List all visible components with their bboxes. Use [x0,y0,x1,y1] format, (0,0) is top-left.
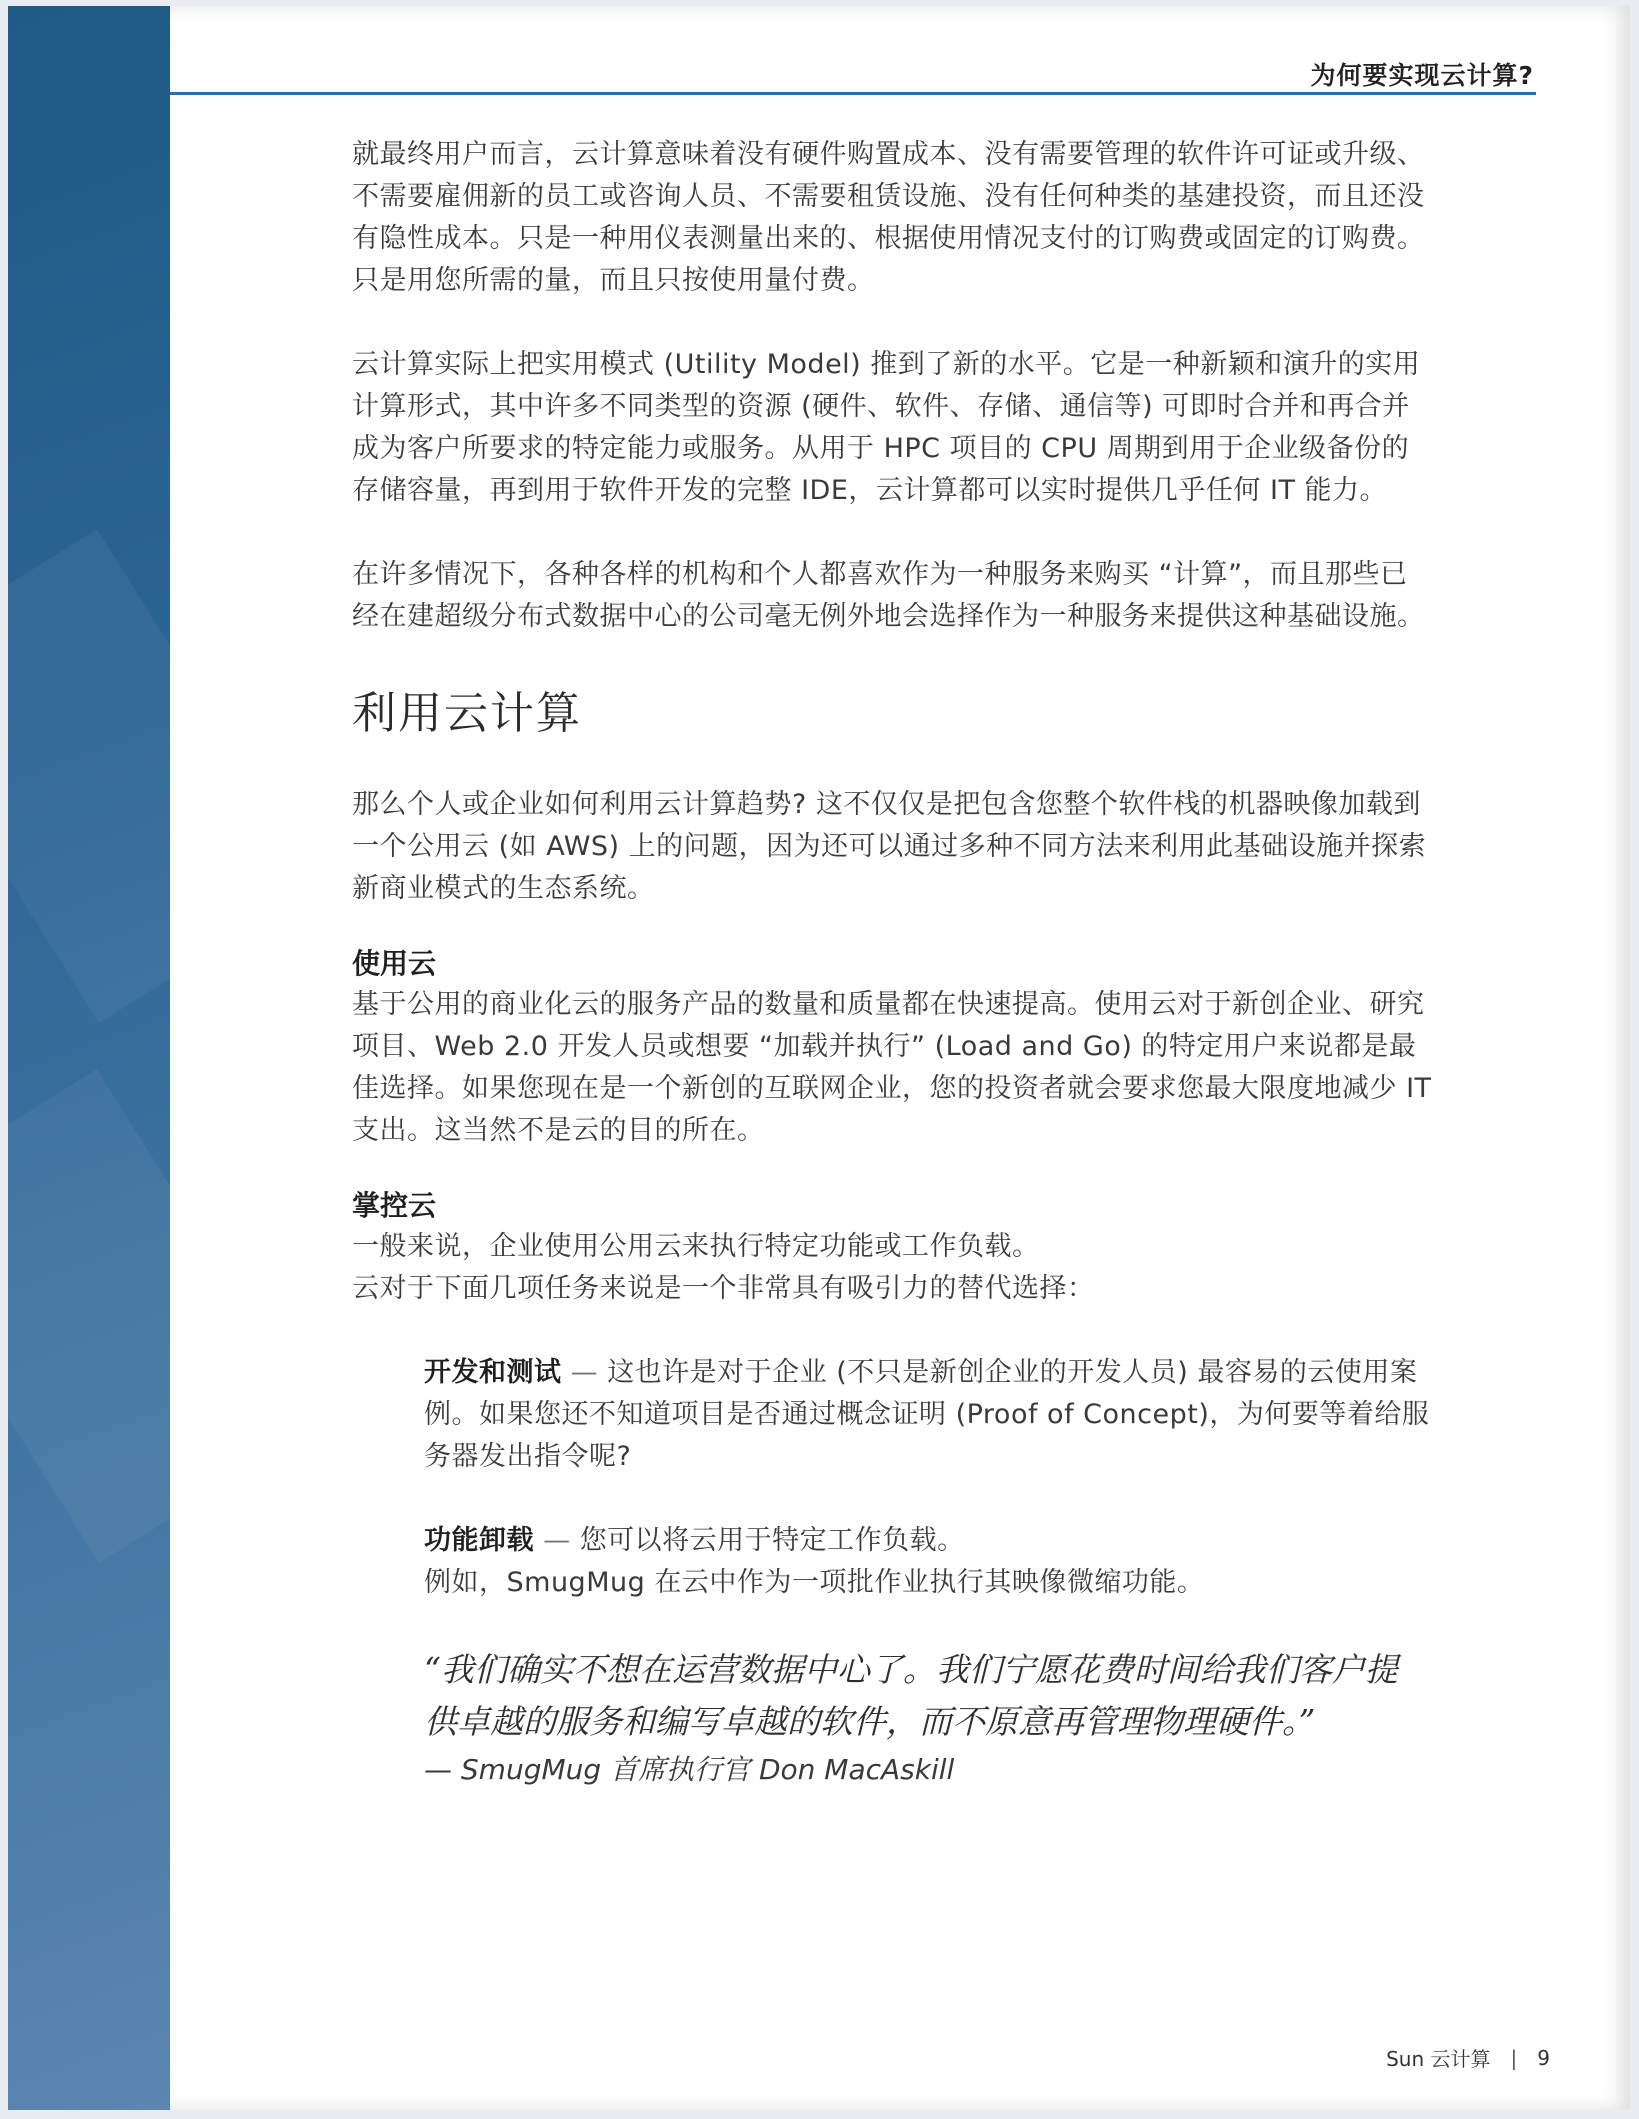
page-content [352,134,1432,1792]
item-dash: — [570,1357,599,1388]
list-item [352,1352,1432,1478]
control-cloud-line-1: 一般来说，企业使用公用云来执行特定功能或工作负载。 [352,1231,1040,1262]
control-cloud-line-2: 云对于下面几项任务来说是一个非常具有吸引力的替代选择： [352,1273,1095,1304]
page-footer [1386,2043,1550,2072]
list-item [352,1520,1432,1604]
item-term: 功能卸载 [424,1525,534,1556]
paragraph-3: 在许多情况下，各种各样的机构和个人都喜欢作为一种服务来购买 “计算”，而且那些已经在建超级分布式数据中心的公司毫无例外地会选择作为一种服务来提供这种基础设施。 [352,559,1425,632]
item-text: 您可以将云用于特定工作负载。 [579,1525,965,1556]
pull-quote: “我们确实不想在运营数据中心了。我们宁愿花费时间给我们客户提供卓越的服务和编写卓越的软件，而不原意再管理物理硬件。” [424,1650,1398,1741]
band-stripe [8,1069,170,1563]
footer-separator: | [1510,2045,1518,2070]
item-text-continued: 例如，SmugMug 在云中作为一项批作业执行其映像微缩功能。 [424,1567,1205,1598]
subheading-use-cloud: 使用云 [352,947,437,980]
item-term: 开发和测试 [424,1357,562,1388]
paragraph-1: 就最终用户而言，云计算意味着没有硬件购置成本、没有需要管理的软件许可证或升级、不需要雇佣新的员工或咨询人员、不需要租赁设施、没有任何种类的基建投资，而且还没有隐性成本。只是一种用仪表测量出来的、根据使用情况支付的订购费或固定的订购费。只是用您所需的量，而且只按使用量付费。 [352,139,1425,296]
item-text: 这也许是对于企业 (不只是新创企业的开发人员) 最容易的云使用案例。如果您还不知道项目是否通过概念证明 (Proof of Concept)，为何要等着给服务器发出指令呢? [424,1357,1430,1472]
document-page [170,6,1630,2110]
header-title: 为何要实现云计算? [1310,61,1534,90]
list-item-offload [424,1520,1432,1562]
side-band-decoration [8,6,170,2110]
header-rule [170,92,1536,95]
item-dash: — [543,1525,571,1556]
quote-attribution: — SmugMug 首席执行官 Don MacAskill [424,1753,955,1786]
page-number: 9 [1537,2045,1550,2070]
subheading-control-cloud: 掌控云 [352,1189,437,1222]
use-cloud-text: 基于公用的商业化云的服务产品的数量和质量都在快速提高。使用云对于新创企业、研究项目、Web 2.0 开发人员或想要 “加载并执行” (Load and Go) 的特定用户来说都是最佳选择。如果您现在是一个新创的互联网企业，您的投资者就会要求您最大限度地减少 IT 支出。这当然不是云的目的所在。 [352,989,1432,1146]
paragraph-2: 云计算实际上把实用模式 (Utility Model) 推到了新的水平。它是一种新颖和演升的实用计算形式，其中许多不同类型的资源 (硬件、软件、存储、通信等) 可即时合并和再合并成为客户所要求的特定能力或服务。从用于 HPC 项目的 CPU 周期到用于企业级备份的存储容量，再到用于软件开发的完整 IDE，云计算都可以实时提供几乎任何 IT 能力。 [352,349,1421,506]
band-stripe [8,529,170,1023]
list-item-dev-test [424,1352,1432,1478]
section-heading: 利用云计算 [352,688,582,739]
footer-label: Sun 云计算 [1386,2047,1491,2071]
section-intro: 那么个人或企业如何利用云计算趋势? 这不仅仅是把包含您整个软件栈的机器映像加载到一个公用云 (如 AWS) 上的问题，因为还可以通过多种不同方法来利用此基础设施并探索新商业模式的生态系统。 [352,789,1427,904]
